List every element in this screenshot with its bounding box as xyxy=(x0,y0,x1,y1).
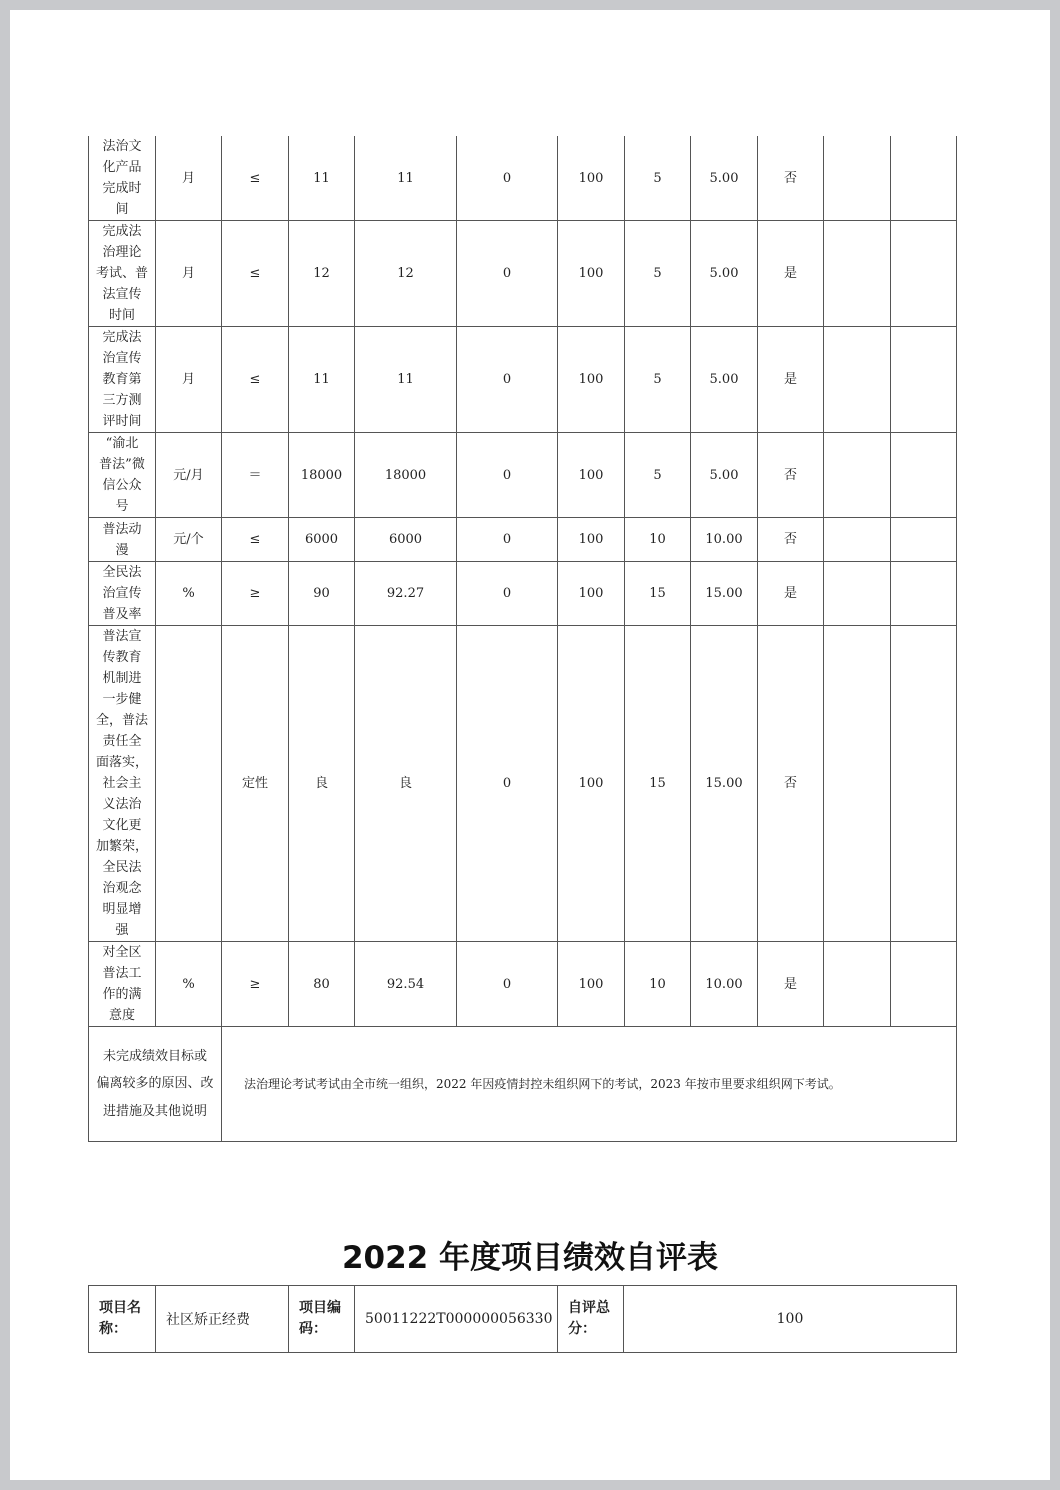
indicator-score-cell: 10.00 xyxy=(691,942,758,1027)
indicator-dev-cell: 0 xyxy=(457,942,558,1027)
project-info-table xyxy=(88,1285,957,1353)
indicator-name-line: “渝北 xyxy=(105,436,139,451)
empty-cell xyxy=(824,626,891,942)
indicator-row xyxy=(89,327,957,433)
indicator-row xyxy=(89,136,957,221)
indicator-row xyxy=(89,518,957,562)
indicator-name-line: 普法”微 xyxy=(99,457,145,472)
indicator-score-cell: 10.00 xyxy=(691,518,758,562)
indicator-op-cell: 定性 xyxy=(222,626,289,942)
indicator-name-line: 号 xyxy=(115,499,129,514)
indicator-score-cell: 15.00 xyxy=(691,626,758,942)
empty-cell xyxy=(824,136,891,221)
indicator-weight-cell: 5 xyxy=(625,221,691,327)
indicator-unit-cell: 元/个 xyxy=(156,518,222,562)
indicator-name-line: 机制进 xyxy=(102,671,142,686)
project-code-value: 50011222T000000056330 xyxy=(355,1286,558,1353)
indicator-name-line: 加繁荣， xyxy=(95,839,148,854)
indicator-flag-cell: 否 xyxy=(758,626,824,942)
indicator-weight-cell: 5 xyxy=(625,136,691,221)
indicator-name-line: 完成时 xyxy=(102,181,142,196)
self-score-value: 100 xyxy=(624,1286,957,1353)
indicator-actual-cell: 11 xyxy=(355,136,457,221)
indicator-name-line: 作的满 xyxy=(102,987,142,1002)
indicator-rate-cell: 100 xyxy=(558,942,625,1027)
indicator-target-cell: 6000 xyxy=(289,518,355,562)
indicator-target-cell: 80 xyxy=(289,942,355,1027)
indicator-op-cell: ≤ xyxy=(222,136,289,221)
indicator-name-line: 间 xyxy=(115,202,129,217)
indicator-op-cell: ≤ xyxy=(222,221,289,327)
note-row xyxy=(89,1027,957,1142)
empty-cell xyxy=(891,221,957,327)
indicator-name-line: 强 xyxy=(115,923,129,938)
indicator-name-line: 治理论 xyxy=(102,245,142,260)
indicator-unit-cell xyxy=(156,626,222,942)
indicator-actual-cell: 6000 xyxy=(355,518,457,562)
indicator-dev-cell: 0 xyxy=(457,136,558,221)
indicator-dev-cell: 0 xyxy=(457,626,558,942)
indicator-name-line: 普法工 xyxy=(102,966,142,981)
indicator-name-line: 治宣传 xyxy=(102,351,142,366)
empty-cell xyxy=(891,626,957,942)
empty-cell xyxy=(824,518,891,562)
indicator-actual-cell: 18000 xyxy=(355,433,457,518)
indicator-op-cell: ≥ xyxy=(222,562,289,626)
indicator-op-cell: ≤ xyxy=(222,327,289,433)
document-page xyxy=(10,10,1050,1480)
indicator-name-line: 普及率 xyxy=(102,607,142,622)
empty-cell xyxy=(891,327,957,433)
indicator-rate-cell: 100 xyxy=(558,221,625,327)
indicator-row xyxy=(89,221,957,327)
project-code-label: 项目编 码： xyxy=(289,1286,355,1353)
indicator-rate-cell: 100 xyxy=(558,433,625,518)
indicator-rate-cell: 100 xyxy=(558,562,625,626)
indicator-actual-cell: 12 xyxy=(355,221,457,327)
indicator-weight-cell: 15 xyxy=(625,626,691,942)
empty-cell xyxy=(891,562,957,626)
indicator-target-cell: 良 xyxy=(289,626,355,942)
indicator-dev-cell: 0 xyxy=(457,327,558,433)
indicator-op-cell: ≤ xyxy=(222,518,289,562)
indicator-name-line: 评时间 xyxy=(102,414,142,429)
indicator-flag-cell: 是 xyxy=(758,562,824,626)
empty-cell xyxy=(824,327,891,433)
indicator-target-cell: 11 xyxy=(289,136,355,221)
empty-cell xyxy=(824,562,891,626)
empty-cell xyxy=(824,221,891,327)
indicator-flag-cell: 否 xyxy=(758,136,824,221)
indicator-weight-cell: 15 xyxy=(625,562,691,626)
self-score-label: 自评总 分： xyxy=(558,1286,624,1353)
indicator-weight-cell: 10 xyxy=(625,518,691,562)
indicator-row xyxy=(89,562,957,626)
indicator-dev-cell: 0 xyxy=(457,433,558,518)
indicator-name-cell xyxy=(89,942,156,1027)
indicator-flag-cell: 是 xyxy=(758,221,824,327)
indicator-name-line: 法宣传 xyxy=(102,287,142,302)
indicator-name-line: 面落实， xyxy=(95,755,148,770)
indicator-name-line: 意度 xyxy=(108,1008,135,1023)
indicator-dev-cell: 0 xyxy=(457,518,558,562)
indicator-name-cell xyxy=(89,136,156,221)
note-text-cell: 法治理论考试考试由全市统一组织，2022 年因疫情封控未组织网下的考试，2023 年按市里要求组织网下考试。 xyxy=(222,1027,957,1142)
indicator-rate-cell: 100 xyxy=(558,626,625,942)
indicator-name-line: 教育第 xyxy=(102,372,142,387)
indicator-op-cell: ≥ xyxy=(222,942,289,1027)
indicator-name-line: 全民法 xyxy=(102,860,142,875)
indicator-score-cell: 5.00 xyxy=(691,433,758,518)
indicator-unit-cell: 月 xyxy=(156,221,222,327)
indicator-name-cell xyxy=(89,626,156,942)
empty-cell xyxy=(824,942,891,1027)
indicator-name-line: 三方测 xyxy=(102,393,142,408)
project-name-label: 项目名 称： xyxy=(89,1286,156,1353)
indicator-name-cell xyxy=(89,562,156,626)
indicator-name-line: 法治文 xyxy=(102,139,142,154)
indicator-actual-cell: 良 xyxy=(355,626,457,942)
indicator-name-cell xyxy=(89,221,156,327)
indicator-name-line: 漫 xyxy=(115,542,129,558)
indicator-name-line: 全，普法 xyxy=(95,713,148,728)
form-title: 2022 年度项目绩效自评表 xyxy=(341,1240,719,1276)
indicator-actual-cell: 92.27 xyxy=(355,562,457,626)
indicator-unit-cell: % xyxy=(156,562,222,626)
indicator-row xyxy=(89,942,957,1027)
indicator-row xyxy=(89,626,957,942)
indicator-name-cell xyxy=(89,518,156,562)
indicator-op-cell: ＝ xyxy=(222,433,289,518)
empty-cell xyxy=(824,433,891,518)
project-name-value: 社区矫正经费 xyxy=(156,1286,289,1353)
indicator-target-cell: 90 xyxy=(289,562,355,626)
indicator-name-line: 文化更 xyxy=(102,818,142,833)
indicator-rate-cell: 100 xyxy=(558,136,625,221)
indicator-name-line: 全民法 xyxy=(102,565,142,580)
indicator-target-cell: 18000 xyxy=(289,433,355,518)
indicator-row xyxy=(89,433,957,518)
indicator-unit-cell: % xyxy=(156,942,222,1027)
indicator-name-line: 一步健 xyxy=(102,692,142,707)
indicator-name-line: 对全区 xyxy=(102,945,142,960)
indicator-name-line: 考试、普 xyxy=(95,266,148,281)
note-label-line: 进措施及其他说明 xyxy=(102,1103,207,1119)
indicator-name-line: 传教育 xyxy=(102,650,142,665)
empty-cell xyxy=(891,136,957,221)
note-label-cell xyxy=(89,1027,222,1142)
indicator-dev-cell: 0 xyxy=(457,221,558,327)
indicator-flag-cell: 是 xyxy=(758,942,824,1027)
indicator-score-cell: 15.00 xyxy=(691,562,758,626)
note-label-line: 偏离较多的原因、改 xyxy=(96,1076,214,1092)
indicator-flag-cell: 否 xyxy=(758,518,824,562)
empty-cell xyxy=(891,433,957,518)
indicator-name-cell xyxy=(89,327,156,433)
indicator-name-line: 时间 xyxy=(108,308,135,323)
indicator-unit-cell: 月 xyxy=(156,136,222,221)
indicator-name-line: 普法动 xyxy=(102,521,142,537)
indicator-name-line: 责任全 xyxy=(102,734,142,749)
indicator-weight-cell: 5 xyxy=(625,433,691,518)
indicator-name-line: 完成法 xyxy=(102,224,142,239)
indicator-name-line: 信公众 xyxy=(102,478,142,493)
indicator-name-line: 治宣传 xyxy=(102,586,142,601)
indicator-score-cell: 5.00 xyxy=(691,221,758,327)
indicator-name-line: 治观念 xyxy=(102,881,142,896)
indicator-target-cell: 12 xyxy=(289,221,355,327)
indicator-weight-cell: 10 xyxy=(625,942,691,1027)
indicator-name-line: 明显增 xyxy=(102,902,142,917)
indicator-flag-cell: 否 xyxy=(758,433,824,518)
indicator-target-cell: 11 xyxy=(289,327,355,433)
indicator-actual-cell: 11 xyxy=(355,327,457,433)
indicator-score-cell: 5.00 xyxy=(691,136,758,221)
indicator-flag-cell: 是 xyxy=(758,327,824,433)
indicator-name-line: 社会主 xyxy=(102,776,142,791)
indicator-dev-cell: 0 xyxy=(457,562,558,626)
indicator-rate-cell: 100 xyxy=(558,327,625,433)
indicator-table xyxy=(88,136,957,1142)
empty-cell xyxy=(891,518,957,562)
indicator-name-line: 普法宣 xyxy=(102,629,142,644)
indicator-name-line: 义法治 xyxy=(102,797,142,812)
note-label-line: 未完成绩效目标或 xyxy=(102,1048,207,1064)
indicator-rate-cell: 100 xyxy=(558,518,625,562)
indicator-weight-cell: 5 xyxy=(625,327,691,433)
indicator-score-cell: 5.00 xyxy=(691,327,758,433)
indicator-unit-cell: 元/月 xyxy=(156,433,222,518)
indicator-name-cell xyxy=(89,433,156,518)
indicator-name-line: 完成法 xyxy=(102,330,142,345)
indicator-actual-cell: 92.54 xyxy=(355,942,457,1027)
empty-cell xyxy=(891,942,957,1027)
indicator-name-line: 化产品 xyxy=(102,160,142,175)
indicator-unit-cell: 月 xyxy=(156,327,222,433)
